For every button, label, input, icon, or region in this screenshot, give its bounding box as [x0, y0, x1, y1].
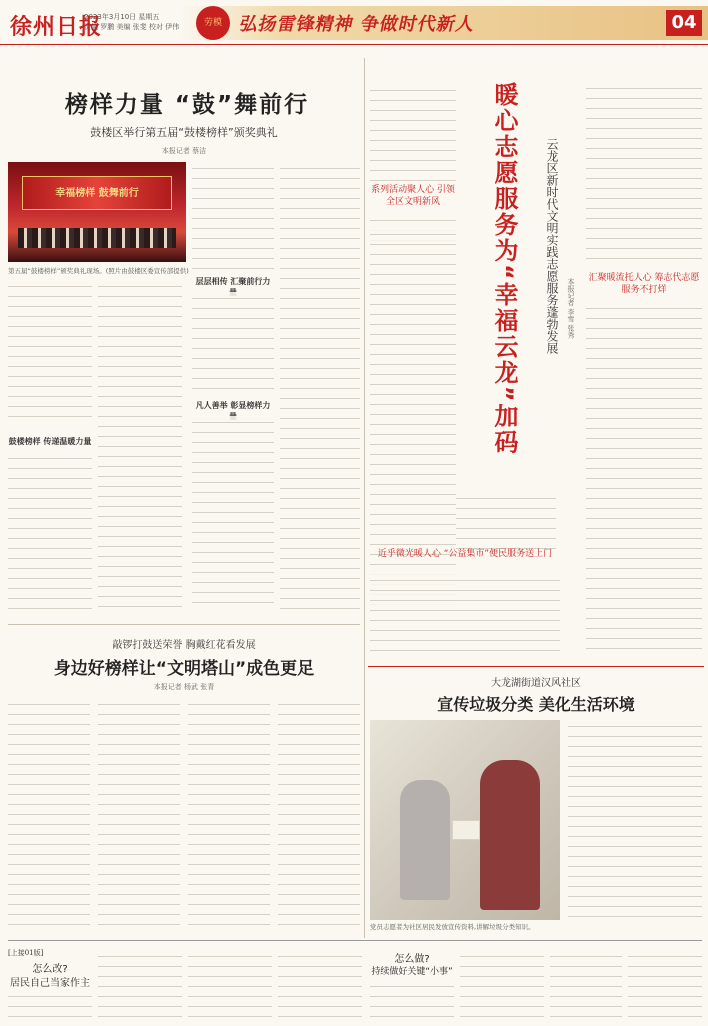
stage-people	[18, 228, 176, 248]
article2-kicker: 敲锣打鼓送荣誉 胸戴红花看发展	[112, 640, 256, 651]
continued-tag: [上接01版]	[8, 949, 44, 957]
article1-body-col1	[8, 280, 92, 426]
article1-body-col1b	[8, 452, 92, 612]
article1-body-col3b	[192, 292, 274, 390]
article4-headline: 宣传垃圾分类 美化生活环境	[437, 695, 635, 714]
bottom-item-1-subtitle: 居民自己当家作主	[10, 978, 90, 989]
article4-body	[568, 720, 702, 920]
bottom-body-col6	[460, 950, 544, 1022]
section-head: 凡人善举 彰显榜样力	[195, 400, 271, 410]
article3-deck	[544, 138, 564, 528]
photo-caption: 第五届“鼓楼榜样”颁奖典礼现场。(照片由鼓楼区委宣传部提供)	[8, 267, 189, 275]
masthead	[0, 0, 708, 62]
date-line	[84, 12, 179, 32]
article-1	[8, 58, 360, 620]
article3-body-col2b	[370, 574, 560, 658]
article4-photo-caption: 党员志愿者为社区居民发放宣传资料,讲解垃圾分类知识。	[370, 923, 535, 931]
article1-body-col2	[98, 280, 182, 612]
photo-person-right	[480, 760, 540, 910]
article3-byline-text: 本报记者 李雪 张秀	[567, 278, 575, 339]
bottom-item-2-subtitle: 持续做好关键“小事”	[371, 967, 453, 977]
article1-subheadline: 鼓楼区举行第五届“鼓楼榜样”颁奖典礼	[90, 126, 278, 139]
article2-body-col4	[278, 698, 360, 926]
photo-person-left	[400, 780, 450, 900]
paper-logo: 徐州日报	[10, 14, 103, 40]
bottom-body-col7	[550, 950, 622, 1022]
article1-body-col3c	[192, 416, 274, 612]
editors-text: 责编 罗鹏 美编 张斐 校对 伊伟	[84, 23, 180, 31]
section-head: 近乎微光暖人心 “公益集市”便民服务送上门	[377, 549, 553, 559]
article3-body-col3b	[586, 302, 702, 658]
article2-body-col1	[8, 698, 90, 926]
bottom-body-col8	[628, 950, 702, 1022]
bottom-strip	[8, 946, 702, 1024]
article3-headline	[484, 82, 540, 512]
bottom-item-1-title: 怎么改?	[32, 964, 68, 975]
bottom-body-col4	[278, 950, 362, 1022]
divider	[8, 624, 360, 625]
date-text: 2023年3月10日 星期五	[84, 13, 160, 21]
bottom-body-col3	[188, 950, 272, 1022]
article2-headline: 身边好榜样让“文明塔山”成色更足	[53, 659, 315, 679]
article-4	[370, 670, 702, 932]
masthead-rule	[0, 44, 708, 45]
stage-text: 幸福榜样 鼓舞前行	[55, 188, 139, 199]
article1-body-col4	[280, 162, 360, 612]
section-head: 层层相传 汇聚前行力	[195, 276, 271, 286]
article3-byline	[566, 278, 578, 378]
article3-body-col1a	[370, 84, 456, 244]
divider	[8, 940, 702, 941]
center-divider	[364, 58, 365, 938]
section-head: 汇聚暖流托人心 筹志代志愿服务不打烊	[588, 273, 700, 295]
article2-body-col2	[98, 698, 180, 926]
section-head: 系列活动聚人心 引领全区文明新风	[370, 184, 456, 214]
bottom-body-col5	[370, 980, 454, 1022]
article1-body-col3	[192, 162, 274, 272]
article2-byline: 本报记者 杨武 张青	[153, 683, 215, 691]
article1-photo	[8, 162, 186, 262]
article3-body-col3a	[586, 82, 702, 268]
article4-kicker: 大龙湖街道汉风社区	[491, 678, 581, 689]
section-head: 鼓楼榜样 传递温暖力量	[8, 436, 92, 446]
article-3	[370, 58, 702, 658]
article2-body-col3	[188, 698, 270, 926]
page-number: 04	[666, 10, 702, 36]
divider	[368, 666, 704, 667]
article3-headline-text: 暖心志愿服务为“幸福云龙”加码	[490, 82, 518, 456]
bottom-body-col2	[98, 950, 182, 1022]
article3-deck-text: 云龙区新时代文明实践志愿服务蓬勃发展	[545, 138, 559, 354]
article1-headline: 榜样力量 “鼓”舞前行	[64, 92, 310, 118]
photo-leaflet	[452, 820, 480, 840]
badge-icon: 劳模	[196, 6, 230, 40]
bottom-body-col1	[8, 990, 92, 1022]
page-slogan: 弘扬雷锋精神 争做时代新人	[237, 14, 478, 35]
article1-byline: 本报记者 蔡洁	[161, 147, 207, 155]
article4-photo	[370, 720, 560, 920]
article-2	[8, 632, 360, 930]
bottom-item-2-title: 怎么做?	[394, 954, 430, 965]
